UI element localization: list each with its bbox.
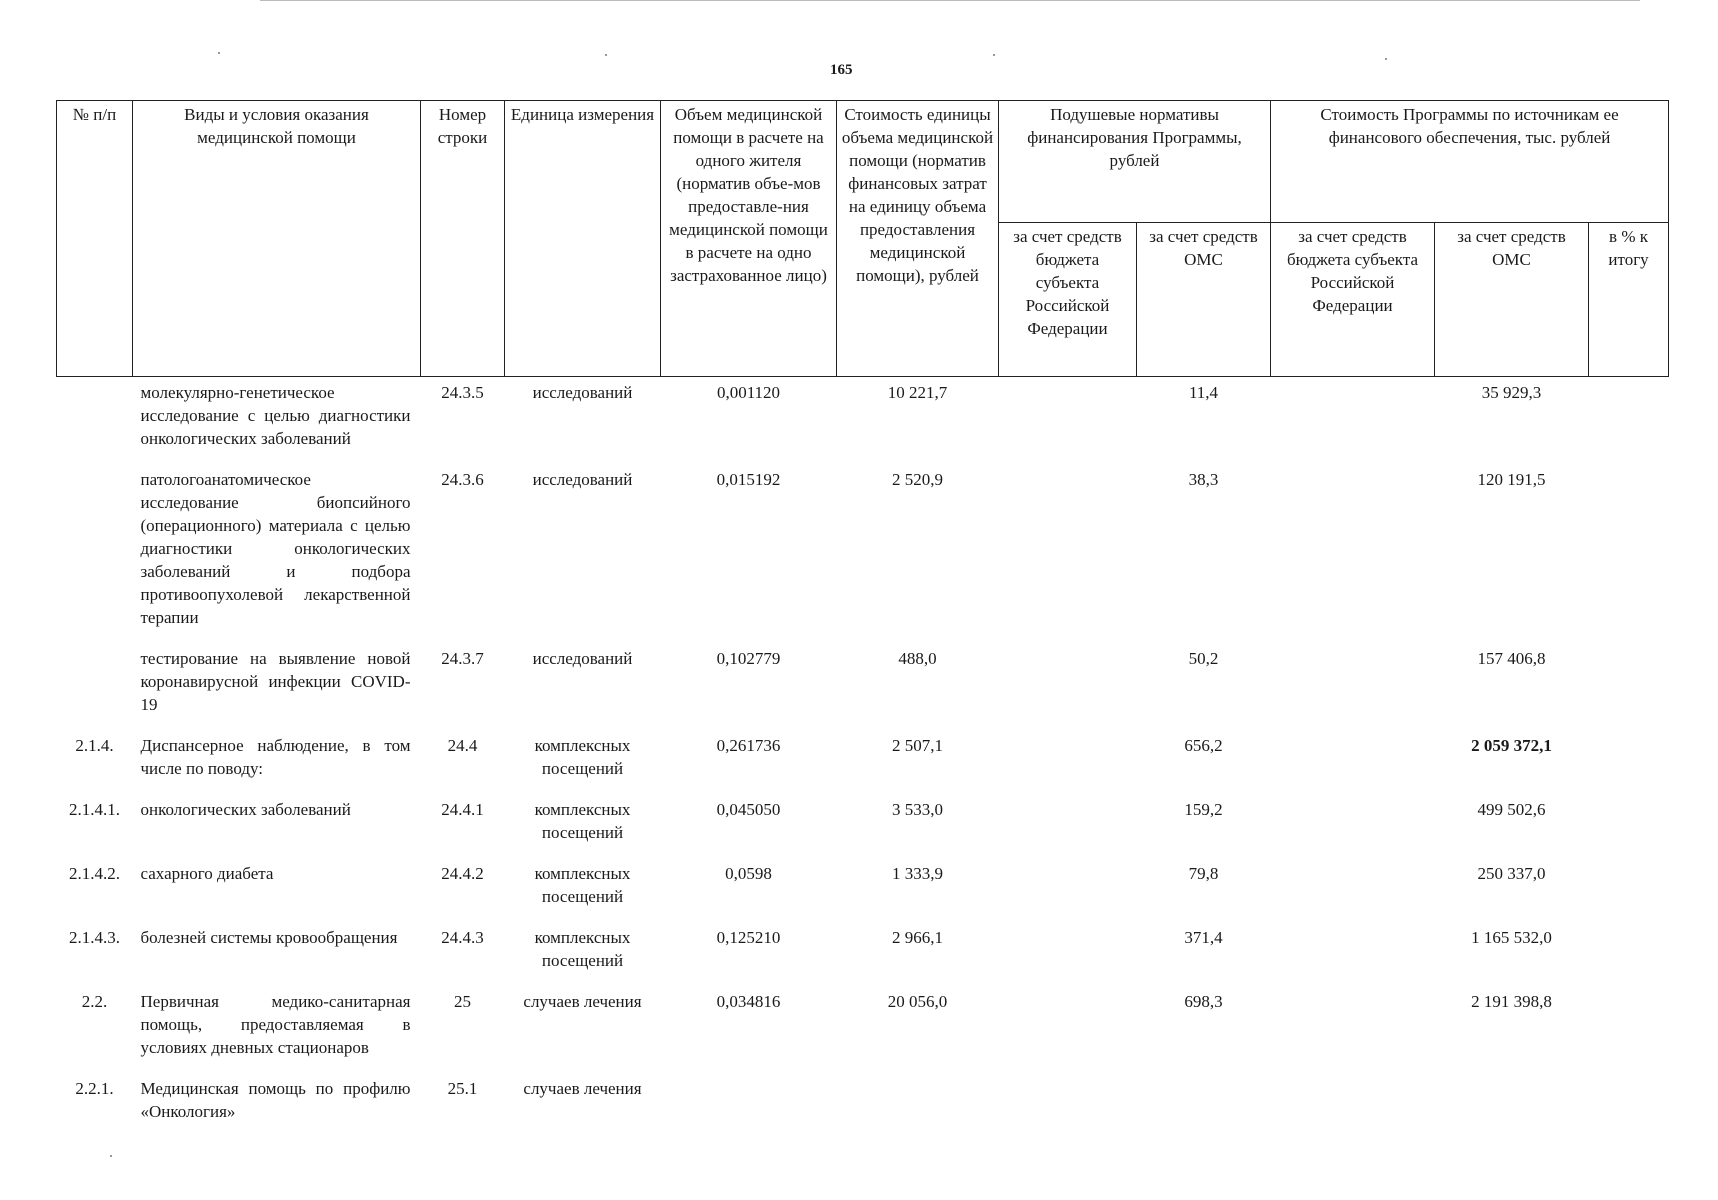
- header-line: Номер строки: [421, 101, 505, 377]
- row-total-oms: 2 059 372,1: [1471, 736, 1552, 755]
- row-number: 2.1.4.1.: [69, 800, 120, 819]
- row-line-number: 24.3.5: [441, 383, 484, 402]
- table-row: [57, 1073, 1669, 1137]
- scan-speck: [1385, 58, 1387, 60]
- header-per-capita: Подушевые нормативы финансирования Программы, рублей: [999, 101, 1271, 223]
- table-row: [57, 922, 1669, 986]
- row-total-pct: [1589, 643, 1669, 730]
- row-unit-cost: 20 056,0: [887, 992, 948, 1011]
- row-name: онкологических заболеваний: [140, 800, 351, 819]
- row-number: 2.1.4.: [75, 736, 114, 755]
- row-line-number: 24.4.3: [441, 928, 484, 947]
- row-per-capita-oms: 79,8: [1188, 864, 1219, 883]
- row-per-capita-oms: [1137, 1073, 1271, 1137]
- row-unit-cost: 2 966,1: [892, 928, 943, 947]
- header-total: Стоимость Программы по источникам ее финансового обеспечения, тыс. рублей: [1271, 101, 1669, 223]
- page-number: 165: [830, 62, 853, 78]
- table-row: [57, 377, 1669, 465]
- row-number: 2.1.4.3.: [69, 928, 120, 947]
- row-total-oms: 120 191,5: [1477, 470, 1546, 489]
- row-name: Диспансерное наблюдение, в том числе по поводу:: [140, 736, 411, 778]
- row-per-capita-budget: [999, 794, 1137, 858]
- row-unit: комплексных посещений: [534, 736, 631, 778]
- table-row: [57, 643, 1669, 730]
- scan-speck: [218, 52, 220, 54]
- header-unit: Единица измерения: [505, 101, 661, 377]
- row-volume: 0,001120: [716, 383, 781, 402]
- row-total-pct: [1589, 377, 1669, 465]
- row-total-pct: [1589, 730, 1669, 794]
- row-per-capita-budget: [999, 377, 1137, 465]
- row-name: Медицинская помощь по профилю «Онкология»: [140, 1079, 411, 1121]
- row-total-budget: [1271, 1073, 1435, 1137]
- header-cost: Стоимость единицы объема медицинской помощи (норматив финансовых затрат на единицу объема предоставления медицинской помощи), рублей: [837, 101, 999, 377]
- scan-speck: [605, 54, 607, 56]
- row-line-number: 24.3.6: [441, 470, 484, 489]
- row-per-capita-budget: [999, 922, 1137, 986]
- table-row: [57, 464, 1669, 643]
- row-total-oms: 499 502,6: [1477, 800, 1546, 819]
- row-number: 2.2.1.: [75, 1079, 114, 1098]
- row-total-budget: [1271, 377, 1435, 465]
- row-per-capita-budget: [999, 464, 1137, 643]
- row-volume: 0,125210: [716, 928, 781, 947]
- row-line-number: 24.4.1: [441, 800, 484, 819]
- row-per-capita-budget: [999, 643, 1137, 730]
- row-per-capita-oms: 11,4: [1188, 383, 1219, 402]
- scan-speck: [993, 54, 995, 56]
- row-total-pct: [1589, 922, 1669, 986]
- table-row: [57, 730, 1669, 794]
- row-total-budget: [1271, 464, 1435, 643]
- row-per-capita-oms: 371,4: [1184, 928, 1223, 947]
- row-total-budget: [1271, 730, 1435, 794]
- row-line-number: 24.4: [447, 736, 478, 755]
- row-total-oms: 1 165 532,0: [1471, 928, 1552, 947]
- header-total-oms: за счет средств ОМС: [1435, 223, 1589, 377]
- header-per-capita-budget: за счет средств бюджета субъекта Российской Федерации: [999, 223, 1137, 377]
- row-line-number: 24.4.2: [441, 864, 484, 883]
- header-num: № п/п: [57, 101, 133, 377]
- row-per-capita-budget: [999, 1073, 1137, 1137]
- row-total-budget: [1271, 794, 1435, 858]
- table-row: [57, 794, 1669, 858]
- row-name: Первичная медико-санитарная помощь, предоставляемая в условиях дневных стационаров: [140, 992, 411, 1057]
- scan-edge-line: [260, 0, 1640, 1]
- row-volume: [661, 1073, 837, 1137]
- row-unit: случаев лечения: [523, 1079, 642, 1098]
- row-name: молекулярно-генетическое исследование с целью диагностики онкологических заболеваний: [140, 383, 411, 448]
- row-unit: случаев лечения: [523, 992, 642, 1011]
- row-volume: 0,045050: [716, 800, 781, 819]
- header-volume: Объем медицинской помощи в расчете на одного жителя (норматив объе-мов предоставле-ния медицинской помощи в расчете на одно застрахованное лицо): [661, 101, 837, 377]
- row-line-number: 25: [454, 992, 471, 1011]
- row-total-pct: [1589, 858, 1669, 922]
- row-unit: комплексных посещений: [534, 864, 631, 906]
- row-per-capita-oms: 159,2: [1184, 800, 1223, 819]
- row-volume: 0,261736: [716, 736, 781, 755]
- header-per-capita-oms: за счет средств ОМС: [1137, 223, 1271, 377]
- row-unit-cost: 2 520,9: [892, 470, 943, 489]
- row-unit: исследований: [532, 383, 633, 402]
- row-volume: 0,015192: [716, 470, 781, 489]
- row-total-oms: 250 337,0: [1477, 864, 1546, 883]
- row-per-capita-oms: 50,2: [1188, 649, 1219, 668]
- row-total-budget: [1271, 922, 1435, 986]
- header-total-pct: в % к итогу: [1589, 223, 1669, 377]
- row-unit-cost: [837, 1073, 999, 1137]
- row-volume: 0,0598: [725, 864, 772, 883]
- row-unit-cost: 1 333,9: [892, 864, 943, 883]
- row-total-pct: [1589, 794, 1669, 858]
- table-row: [57, 986, 1669, 1073]
- row-total-oms: 157 406,8: [1477, 649, 1546, 668]
- row-unit: исследований: [532, 470, 633, 489]
- row-name: патологоанатомическое исследование биопсийного (операционного) материала с целью диагностики онкологических заболеваний и подбора противоопухолевой лекарственной терапии: [140, 470, 411, 627]
- row-per-capita-oms: 38,3: [1188, 470, 1219, 489]
- row-number: 2.2.: [81, 992, 108, 1011]
- row-total-budget: [1271, 858, 1435, 922]
- row-per-capita-budget: [999, 858, 1137, 922]
- row-total-pct: [1589, 986, 1669, 1073]
- row-unit: комплексных посещений: [534, 928, 631, 970]
- row-unit-cost: 3 533,0: [892, 800, 943, 819]
- row-total-oms: [1435, 1073, 1589, 1137]
- program-cost-table: [56, 100, 1669, 1137]
- row-line-number: 25.1: [447, 1079, 478, 1098]
- row-total-oms: 35 929,3: [1481, 383, 1542, 402]
- row-unit: исследований: [532, 649, 633, 668]
- row-per-capita-oms: 656,2: [1184, 736, 1223, 755]
- row-total-budget: [1271, 986, 1435, 1073]
- row-number: 2.1.4.2.: [69, 864, 120, 883]
- row-volume: 0,102779: [716, 649, 781, 668]
- row-number: [57, 643, 133, 730]
- header-total-budget: за счет средств бюджета субъекта Российской Федерации: [1271, 223, 1435, 377]
- row-per-capita-oms: 698,3: [1184, 992, 1223, 1011]
- row-total-oms: 2 191 398,8: [1471, 992, 1552, 1011]
- row-per-capita-budget: [999, 986, 1137, 1073]
- row-unit-cost: 2 507,1: [892, 736, 943, 755]
- row-total-pct: [1589, 1073, 1669, 1137]
- scan-speck: [110, 1155, 112, 1157]
- table-row: [57, 858, 1669, 922]
- row-unit-cost: 10 221,7: [887, 383, 948, 402]
- row-volume: 0,034816: [716, 992, 781, 1011]
- row-total-budget: [1271, 643, 1435, 730]
- row-per-capita-budget: [999, 730, 1137, 794]
- row-number: [57, 377, 133, 465]
- row-unit: комплексных посещений: [534, 800, 631, 842]
- row-number: [57, 464, 133, 643]
- row-unit-cost: 488,0: [898, 649, 937, 668]
- row-name: сахарного диабета: [140, 864, 274, 883]
- header-kind: Виды и условия оказания медицинской помощи: [133, 101, 421, 377]
- row-line-number: 24.3.7: [441, 649, 484, 668]
- row-total-pct: [1589, 464, 1669, 643]
- row-name: болезней системы кровообращения: [140, 928, 398, 947]
- row-name: тестирование на выявление новой коронавирусной инфекции COVID-19: [140, 649, 411, 714]
